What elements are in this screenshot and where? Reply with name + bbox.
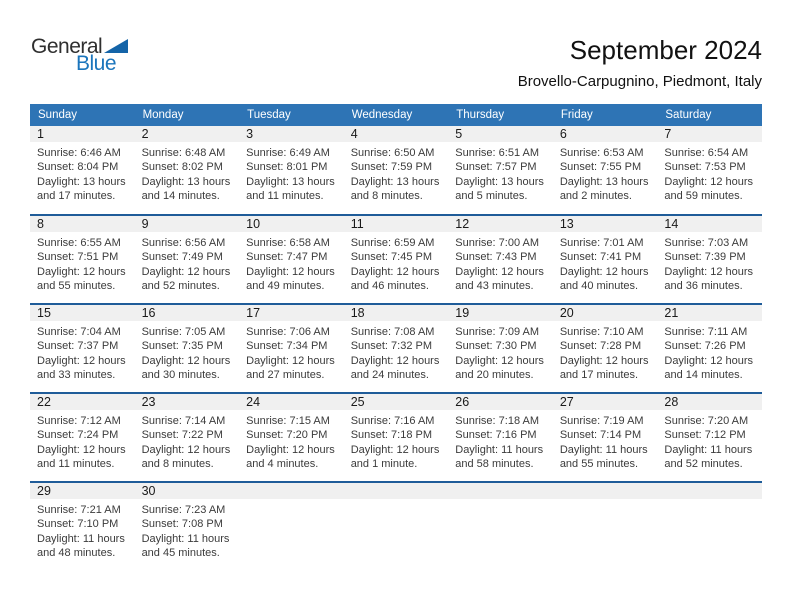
day-number-band <box>344 126 449 142</box>
sunset-text: Sunset: 7:16 PM <box>455 429 537 442</box>
day-cell <box>135 126 240 215</box>
day-number: 16 <box>141 306 156 320</box>
sunrise-text: Sunrise: 7:14 AM <box>141 415 226 427</box>
day-cell <box>657 393 762 482</box>
day-number-band <box>344 483 449 499</box>
daylight-text-line2: and 55 minutes. <box>37 279 116 292</box>
sunrise-text: Sunrise: 7:08 AM <box>350 326 435 338</box>
day-number: 9 <box>141 217 149 231</box>
location-subtitle: Brovello-Carpugnino, Piedmont, Italy <box>517 72 762 90</box>
sunrise-text: Sunrise: 7:21 AM <box>37 504 121 516</box>
empty-day-cell <box>239 482 344 571</box>
sunset-text: Sunset: 7:45 PM <box>350 251 433 264</box>
day-cell <box>344 393 449 482</box>
day-details <box>135 142 240 203</box>
sunset-text: Sunset: 7:37 PM <box>37 340 119 353</box>
sunrise-text: Sunrise: 6:58 AM <box>246 237 330 249</box>
day-number-band <box>657 305 762 321</box>
sunset-text: Sunset: 7:28 PM <box>559 340 642 353</box>
day-number: 5 <box>455 127 463 141</box>
daylight-text-line1: Daylight: 12 hours <box>455 354 544 367</box>
daylight-text-line2: and 27 minutes. <box>246 368 325 381</box>
sunrise-text: Sunrise: 6:55 AM <box>37 237 121 249</box>
day-details <box>657 232 762 293</box>
day-details <box>448 321 553 382</box>
day-details <box>553 232 658 293</box>
daylight-text-line1: Daylight: 12 hours <box>246 354 335 367</box>
day-number-band <box>239 394 344 410</box>
day-number-band <box>553 126 658 142</box>
day-details <box>239 142 344 203</box>
day-details <box>657 410 762 471</box>
day-number-band <box>135 394 240 410</box>
sunset-text: Sunset: 7:30 PM <box>455 340 537 353</box>
week-row <box>30 304 762 393</box>
sunset-text: Sunset: 7:22 PM <box>141 429 223 442</box>
sunrise-text: Sunrise: 6:49 AM <box>246 147 330 159</box>
sunset-text: Sunset: 7:34 PM <box>246 340 328 353</box>
day-cell <box>135 393 240 482</box>
sunset-text: Sunset: 7:35 PM <box>141 340 223 353</box>
weekday-header: Friday <box>553 104 658 126</box>
daylight-text-line2: and 36 minutes. <box>664 279 743 292</box>
daylight-text-line2: and 24 minutes. <box>350 368 429 381</box>
day-number: 6 <box>559 127 567 141</box>
daylight-text-line2: and 8 minutes. <box>141 457 214 470</box>
day-number: 24 <box>246 395 261 409</box>
day-number-band <box>553 216 658 232</box>
daylight-text-line2: and 14 minutes. <box>664 368 743 381</box>
sunrise-text: Sunrise: 7:06 AM <box>246 326 330 338</box>
daylight-text-line1: Daylight: 11 hours <box>664 443 753 456</box>
daylight-text-line1: Daylight: 12 hours <box>559 354 649 367</box>
daylight-text-line2: and 11 minutes. <box>37 457 115 470</box>
week-row <box>30 393 762 482</box>
sunset-text: Sunset: 7:59 PM <box>350 161 433 174</box>
day-cell <box>448 393 553 482</box>
day-number-band <box>135 216 240 232</box>
sunset-text: Sunset: 7:18 PM <box>350 429 433 442</box>
day-number: 27 <box>559 395 574 409</box>
calendar-table <box>30 104 762 571</box>
day-details <box>657 142 762 203</box>
day-number: 2 <box>141 127 149 141</box>
day-cell <box>344 126 449 215</box>
daylight-text-line2: and 4 minutes. <box>246 457 319 470</box>
daylight-text-line2: and 8 minutes. <box>350 189 423 202</box>
day-details <box>30 142 135 203</box>
day-details <box>553 142 658 203</box>
day-cell <box>30 215 135 304</box>
daylight-text-line1: Daylight: 13 hours <box>455 175 544 188</box>
daylight-text-line2: and 46 minutes. <box>350 279 429 292</box>
weekday-header: Monday <box>135 104 240 126</box>
sunrise-text: Sunrise: 7:03 AM <box>664 237 749 249</box>
sunrise-text: Sunrise: 6:51 AM <box>455 147 540 159</box>
day-number-band <box>553 394 658 410</box>
daylight-text-line2: and 58 minutes. <box>455 457 534 470</box>
sunrise-text: Sunrise: 7:18 AM <box>455 415 540 427</box>
sunrise-text: Sunrise: 7:20 AM <box>664 415 749 427</box>
day-number-band <box>239 216 344 232</box>
daylight-text-line1: Daylight: 13 hours <box>559 175 649 188</box>
sunrise-text: Sunrise: 6:53 AM <box>559 147 644 159</box>
day-number: 13 <box>559 217 574 231</box>
sunset-text: Sunset: 7:57 PM <box>455 161 537 174</box>
day-number-band <box>344 305 449 321</box>
sunset-text: Sunset: 7:24 PM <box>37 429 119 442</box>
day-details <box>30 410 135 471</box>
daylight-text-line1: Daylight: 12 hours <box>350 443 440 456</box>
day-details <box>135 232 240 293</box>
sunrise-text: Sunrise: 7:15 AM <box>246 415 330 427</box>
day-number-band <box>344 216 449 232</box>
day-cell <box>239 304 344 393</box>
daylight-text-line1: Daylight: 12 hours <box>37 443 126 456</box>
daylight-text-line1: Daylight: 13 hours <box>246 175 335 188</box>
day-number: 30 <box>141 484 156 498</box>
sunrise-text: Sunrise: 7:10 AM <box>559 326 644 338</box>
day-number: 11 <box>350 217 364 231</box>
sunset-text: Sunset: 7:14 PM <box>559 429 642 442</box>
daylight-text-line1: Daylight: 11 hours <box>455 443 544 456</box>
sunset-text: Sunset: 7:47 PM <box>246 251 328 264</box>
day-number: 12 <box>455 217 470 231</box>
sunrise-text: Sunrise: 7:11 AM <box>664 326 748 338</box>
day-cell <box>344 215 449 304</box>
weekday-header: Sunday <box>30 104 135 126</box>
day-details <box>239 321 344 382</box>
sunset-text: Sunset: 7:12 PM <box>664 429 746 442</box>
sunset-text: Sunset: 7:20 PM <box>246 429 328 442</box>
day-number: 17 <box>246 306 261 320</box>
daylight-text-line1: Daylight: 12 hours <box>141 354 231 367</box>
day-cell <box>135 482 240 571</box>
day-cell <box>30 126 135 215</box>
empty-day-cell <box>344 482 449 571</box>
logo-text-general: General <box>31 35 103 58</box>
day-details <box>657 321 762 382</box>
weekday-header: Wednesday <box>344 104 449 126</box>
day-number: 29 <box>37 484 51 498</box>
day-cell <box>30 304 135 393</box>
daylight-text-line1: Daylight: 12 hours <box>37 265 126 278</box>
logo-text-blue: Blue <box>76 52 117 75</box>
day-number: 23 <box>141 395 156 409</box>
day-number: 10 <box>246 217 261 231</box>
empty-day-cell <box>448 482 553 571</box>
daylight-text-line2: and 52 minutes. <box>141 279 220 292</box>
empty-day-cell <box>553 482 658 571</box>
day-details <box>448 142 553 203</box>
sunrise-text: Sunrise: 7:01 AM <box>559 237 644 249</box>
sunrise-text: Sunrise: 7:00 AM <box>455 237 540 249</box>
daylight-text-line1: Daylight: 12 hours <box>37 354 126 367</box>
day-cell <box>30 482 135 571</box>
day-cell <box>448 126 553 215</box>
day-number: 19 <box>455 306 470 320</box>
day-number: 3 <box>246 127 254 141</box>
sunrise-text: Sunrise: 6:56 AM <box>141 237 226 249</box>
day-details <box>448 232 553 293</box>
day-number: 15 <box>37 306 51 320</box>
day-details <box>344 321 449 382</box>
day-number-band <box>553 483 658 499</box>
day-number-band <box>448 483 553 499</box>
sunset-text: Sunset: 7:49 PM <box>141 251 223 264</box>
daylight-text-line2: and 48 minutes. <box>37 546 116 559</box>
sunset-text: Sunset: 7:26 PM <box>664 340 746 353</box>
sunrise-text: Sunrise: 7:05 AM <box>141 326 226 338</box>
daylight-text-line2: and 55 minutes. <box>559 457 639 470</box>
day-number-band <box>30 483 135 499</box>
daylight-text-line1: Daylight: 12 hours <box>350 354 440 367</box>
week-row <box>30 482 762 571</box>
sunset-text: Sunset: 7:41 PM <box>559 251 642 264</box>
general-blue-logo <box>31 36 128 74</box>
month-title: September 2024 <box>569 35 762 65</box>
empty-day-cell <box>657 482 762 571</box>
weekday-header: Tuesday <box>239 104 344 126</box>
day-number: 8 <box>37 217 44 231</box>
day-number-band <box>239 483 344 499</box>
sunset-text: Sunset: 8:04 PM <box>37 161 119 174</box>
daylight-text-line2: and 5 minutes. <box>455 189 528 202</box>
day-number: 18 <box>350 306 365 320</box>
sunrise-text: Sunrise: 7:23 AM <box>141 504 226 516</box>
title-block <box>518 36 762 90</box>
sunrise-text: Sunrise: 7:04 AM <box>37 326 121 338</box>
day-number-band <box>657 216 762 232</box>
day-number-band <box>657 126 762 142</box>
day-cell <box>553 393 658 482</box>
daylight-text-line1: Daylight: 12 hours <box>141 443 231 456</box>
day-details <box>30 232 135 293</box>
day-number-band <box>30 394 135 410</box>
day-details <box>344 410 449 471</box>
daylight-text-line1: Daylight: 13 hours <box>37 175 126 188</box>
day-details <box>553 410 658 471</box>
day-number-band <box>135 126 240 142</box>
daylight-text-line1: Daylight: 12 hours <box>141 265 231 278</box>
day-number-band <box>135 305 240 321</box>
day-number-band <box>135 483 240 499</box>
sunset-text: Sunset: 7:43 PM <box>455 251 537 264</box>
daylight-text-line2: and 20 minutes. <box>455 368 534 381</box>
weekday-header: Saturday <box>657 104 762 126</box>
day-number: 26 <box>455 395 470 409</box>
daylight-text-line1: Daylight: 12 hours <box>664 175 754 188</box>
daylight-text-line1: Daylight: 12 hours <box>664 354 754 367</box>
day-details <box>239 410 344 471</box>
daylight-text-line2: and 30 minutes. <box>141 368 220 381</box>
weekday-header: Thursday <box>448 104 553 126</box>
day-details <box>553 321 658 382</box>
page-header <box>0 0 792 104</box>
daylight-text-line1: Daylight: 11 hours <box>141 532 230 545</box>
sunset-text: Sunset: 7:08 PM <box>141 518 223 531</box>
daylight-text-line2: and 59 minutes. <box>664 189 743 202</box>
sunrise-text: Sunrise: 7:12 AM <box>37 415 121 427</box>
day-cell <box>657 215 762 304</box>
daylight-text-line1: Daylight: 12 hours <box>246 443 335 456</box>
daylight-text-line2: and 11 minutes. <box>246 189 324 202</box>
daylight-text-line2: and 52 minutes. <box>664 457 743 470</box>
daylight-text-line2: and 40 minutes. <box>559 279 639 292</box>
day-number-band <box>657 483 762 499</box>
day-details <box>239 232 344 293</box>
day-number: 22 <box>37 395 51 409</box>
sunset-text: Sunset: 7:53 PM <box>664 161 746 174</box>
day-number: 25 <box>350 395 365 409</box>
sunrise-text: Sunrise: 6:54 AM <box>664 147 749 159</box>
day-number-band <box>239 305 344 321</box>
sunset-text: Sunset: 7:32 PM <box>350 340 433 353</box>
day-cell <box>30 393 135 482</box>
day-details <box>344 142 449 203</box>
day-number-band <box>239 126 344 142</box>
day-cell <box>448 304 553 393</box>
day-number: 20 <box>559 306 574 320</box>
day-details <box>135 499 240 560</box>
day-number-band <box>448 216 553 232</box>
day-cell <box>239 126 344 215</box>
day-number-band <box>30 305 135 321</box>
weekday-header-row <box>30 104 762 126</box>
daylight-text-line1: Daylight: 13 hours <box>350 175 440 188</box>
day-cell <box>553 215 658 304</box>
day-number-band <box>30 216 135 232</box>
daylight-text-line1: Daylight: 13 hours <box>141 175 231 188</box>
sunrise-text: Sunrise: 6:48 AM <box>141 147 226 159</box>
sunrise-text: Sunrise: 6:59 AM <box>350 237 435 249</box>
sunset-text: Sunset: 8:01 PM <box>246 161 328 174</box>
daylight-text-line1: Daylight: 12 hours <box>455 265 544 278</box>
daylight-text-line2: and 14 minutes. <box>141 189 220 202</box>
daylight-text-line1: Daylight: 11 hours <box>559 443 648 456</box>
day-number: 4 <box>350 127 358 141</box>
sunrise-text: Sunrise: 6:50 AM <box>350 147 435 159</box>
daylight-text-line1: Daylight: 12 hours <box>350 265 440 278</box>
day-details <box>30 321 135 382</box>
day-cell <box>657 126 762 215</box>
sunset-text: Sunset: 7:55 PM <box>559 161 642 174</box>
daylight-text-line2: and 49 minutes. <box>246 279 325 292</box>
day-details <box>135 321 240 382</box>
sunset-text: Sunset: 7:10 PM <box>37 518 119 531</box>
day-details <box>135 410 240 471</box>
day-number-band <box>448 305 553 321</box>
sunset-text: Sunset: 7:51 PM <box>37 251 119 264</box>
day-number: 7 <box>664 127 672 141</box>
daylight-text-line2: and 2 minutes. <box>559 189 632 202</box>
day-number-band <box>344 394 449 410</box>
day-cell <box>135 304 240 393</box>
day-details <box>344 232 449 293</box>
week-row <box>30 215 762 304</box>
daylight-text-line1: Daylight: 12 hours <box>559 265 649 278</box>
day-number-band <box>30 126 135 142</box>
day-number-band <box>657 394 762 410</box>
day-number: 28 <box>664 395 679 409</box>
daylight-text-line2: and 17 minutes. <box>37 189 116 202</box>
daylight-text-line1: Daylight: 12 hours <box>246 265 335 278</box>
sunset-text: Sunset: 7:39 PM <box>664 251 746 264</box>
day-number: 14 <box>664 217 679 231</box>
day-cell <box>135 215 240 304</box>
week-row <box>30 126 762 215</box>
day-cell <box>448 215 553 304</box>
sunset-text: Sunset: 8:02 PM <box>141 161 223 174</box>
day-number-band <box>448 394 553 410</box>
day-cell <box>239 215 344 304</box>
day-cell <box>657 304 762 393</box>
daylight-text-line1: Daylight: 12 hours <box>664 265 754 278</box>
day-cell <box>553 304 658 393</box>
sunrise-text: Sunrise: 7:16 AM <box>350 415 435 427</box>
day-cell <box>344 304 449 393</box>
sunrise-text: Sunrise: 6:46 AM <box>37 147 121 159</box>
day-details <box>30 499 135 560</box>
daylight-text-line2: and 1 minute. <box>350 457 418 470</box>
day-number-band <box>448 126 553 142</box>
day-number-band <box>553 305 658 321</box>
sunrise-text: Sunrise: 7:09 AM <box>455 326 540 338</box>
daylight-text-line2: and 17 minutes. <box>559 368 639 381</box>
day-cell <box>553 126 658 215</box>
daylight-text-line1: Daylight: 11 hours <box>37 532 125 545</box>
daylight-text-line2: and 45 minutes. <box>141 546 220 559</box>
day-number: 1 <box>37 127 44 141</box>
day-number: 21 <box>664 306 679 320</box>
daylight-text-line2: and 33 minutes. <box>37 368 116 381</box>
daylight-text-line2: and 43 minutes. <box>455 279 534 292</box>
sunrise-text: Sunrise: 7:19 AM <box>559 415 644 427</box>
day-cell <box>239 393 344 482</box>
day-details <box>448 410 553 471</box>
